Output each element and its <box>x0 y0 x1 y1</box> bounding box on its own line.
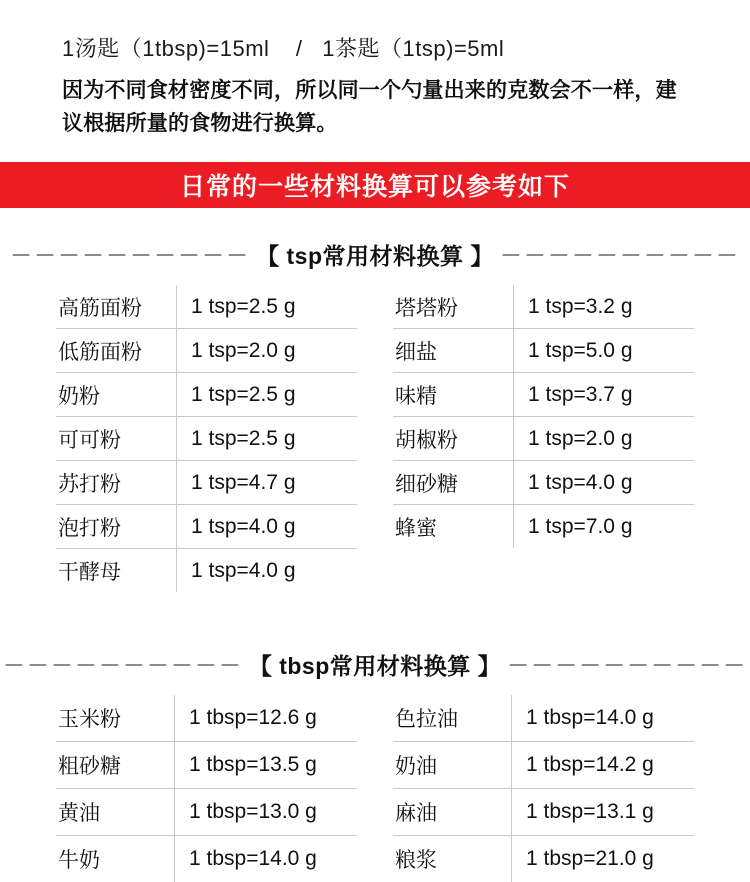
ingredient-value: 1 tsp=2.0 g <box>176 329 357 372</box>
table-row <box>393 789 694 836</box>
tsp-section-title: 【 tsp常用材料换算 】 <box>256 243 494 270</box>
ingredient-name: 干酵母 <box>58 560 121 584</box>
ingredient-value: 1 tbsp=14.2 g <box>511 742 694 788</box>
ingredient-name: 泡打粉 <box>58 516 121 540</box>
ingredient-name: 低筋面粉 <box>58 340 142 364</box>
table-row <box>393 695 694 742</box>
ingredient-name: 粮浆 <box>395 849 437 873</box>
ingredient-value: 1 tsp=4.7 g <box>176 461 357 504</box>
table-row <box>393 461 694 505</box>
ingredient-name: 麻油 <box>395 802 437 826</box>
table-row <box>56 285 357 329</box>
tbsp-section-heading <box>0 648 750 681</box>
ingredient-value: 1 tsp=3.7 g <box>513 373 694 416</box>
ingredient-name: 细盐 <box>395 340 437 364</box>
ingredient-value: 1 tbsp=14.0 g <box>511 695 694 741</box>
table-row <box>393 285 694 329</box>
ingredient-name: 苏打粉 <box>58 472 121 496</box>
ingredient-name: 高筋面粉 <box>58 296 142 320</box>
table-row <box>393 836 694 882</box>
table-row <box>56 836 357 882</box>
table-row <box>393 505 694 548</box>
ingredient-name: 细砂糖 <box>395 472 458 496</box>
tsp-left-column <box>56 285 375 592</box>
ingredient-value: 1 tbsp=12.6 g <box>174 695 357 741</box>
ingredient-name: 可可粉 <box>58 428 121 452</box>
ingredient-value: 1 tsp=4.0 g <box>176 549 357 592</box>
ingredient-name: 粗砂糖 <box>58 755 121 779</box>
table-row <box>56 461 357 505</box>
section-spacer <box>0 592 750 618</box>
dash-right-icon: －－－－－－－－－－ <box>507 653 748 679</box>
tbsp-right-column <box>375 695 694 882</box>
ingredient-name: 牛奶 <box>58 849 100 873</box>
ingredient-name: 色拉油 <box>395 708 458 732</box>
ingredient-value: 1 tbsp=13.1 g <box>511 789 694 835</box>
table-row <box>56 549 357 592</box>
table-row <box>393 373 694 417</box>
tsp-section-heading <box>0 238 750 271</box>
ingredient-value: 1 tsp=2.0 g <box>513 417 694 460</box>
dash-right-icon: －－－－－－－－－－ <box>499 243 740 269</box>
table-row <box>56 505 357 549</box>
ingredient-name: 玉米粉 <box>58 708 121 732</box>
ingredient-value: 1 tsp=5.0 g <box>513 329 694 372</box>
tsp-table <box>0 285 750 592</box>
ingredient-value: 1 tsp=2.5 g <box>176 285 357 328</box>
ingredient-name: 奶粉 <box>58 384 100 408</box>
ingredient-name: 奶油 <box>395 755 437 779</box>
ingredient-value: 1 tbsp=21.0 g <box>511 836 694 882</box>
ingredient-value: 1 tsp=2.5 g <box>176 373 357 416</box>
ingredient-value: 1 tsp=4.0 g <box>513 461 694 504</box>
ingredient-value: 1 tsp=7.0 g <box>513 505 694 548</box>
spoon-volume-line: 1汤匙（1tbsp)=15ml / 1茶匙（1tsp)=5ml <box>62 36 505 61</box>
ingredient-name: 胡椒粉 <box>395 428 458 452</box>
ingredient-name: 蜂蜜 <box>395 516 437 540</box>
banner-title: 日常的一些材料换算可以参考如下 <box>179 173 570 202</box>
table-row <box>56 695 357 742</box>
density-note: 因为不同食材密度不同，所以同一个勺量出来的克数会不一样，建议根据所量的食物进行换算。 <box>62 79 677 135</box>
ingredient-value: 1 tsp=2.5 g <box>176 417 357 460</box>
red-banner <box>0 162 750 208</box>
tbsp-table <box>0 695 750 882</box>
tbsp-left-column <box>56 695 375 882</box>
table-row <box>56 789 357 836</box>
ingredient-name: 黄油 <box>58 802 100 826</box>
table-row <box>56 742 357 789</box>
table-row <box>393 417 694 461</box>
ingredient-value: 1 tbsp=14.0 g <box>174 836 357 882</box>
tbsp-section-title: 【 tbsp常用材料换算 】 <box>248 653 502 680</box>
ingredient-value: 1 tbsp=13.0 g <box>174 789 357 835</box>
dash-left-icon: －－－－－－－－－－ <box>10 243 251 269</box>
table-row <box>393 742 694 789</box>
table-row <box>56 373 357 417</box>
tsp-right-column <box>375 285 694 592</box>
table-row <box>393 329 694 373</box>
table-row <box>56 417 357 461</box>
ingredient-value: 1 tsp=4.0 g <box>176 505 357 548</box>
table-row <box>56 329 357 373</box>
ingredient-value: 1 tbsp=13.5 g <box>174 742 357 788</box>
intro-block <box>0 0 750 140</box>
ingredient-value: 1 tsp=3.2 g <box>513 285 694 328</box>
ingredient-name: 味精 <box>395 384 437 408</box>
ingredient-name: 塔塔粉 <box>395 296 458 320</box>
dash-left-icon: －－－－－－－－－－ <box>2 653 243 679</box>
